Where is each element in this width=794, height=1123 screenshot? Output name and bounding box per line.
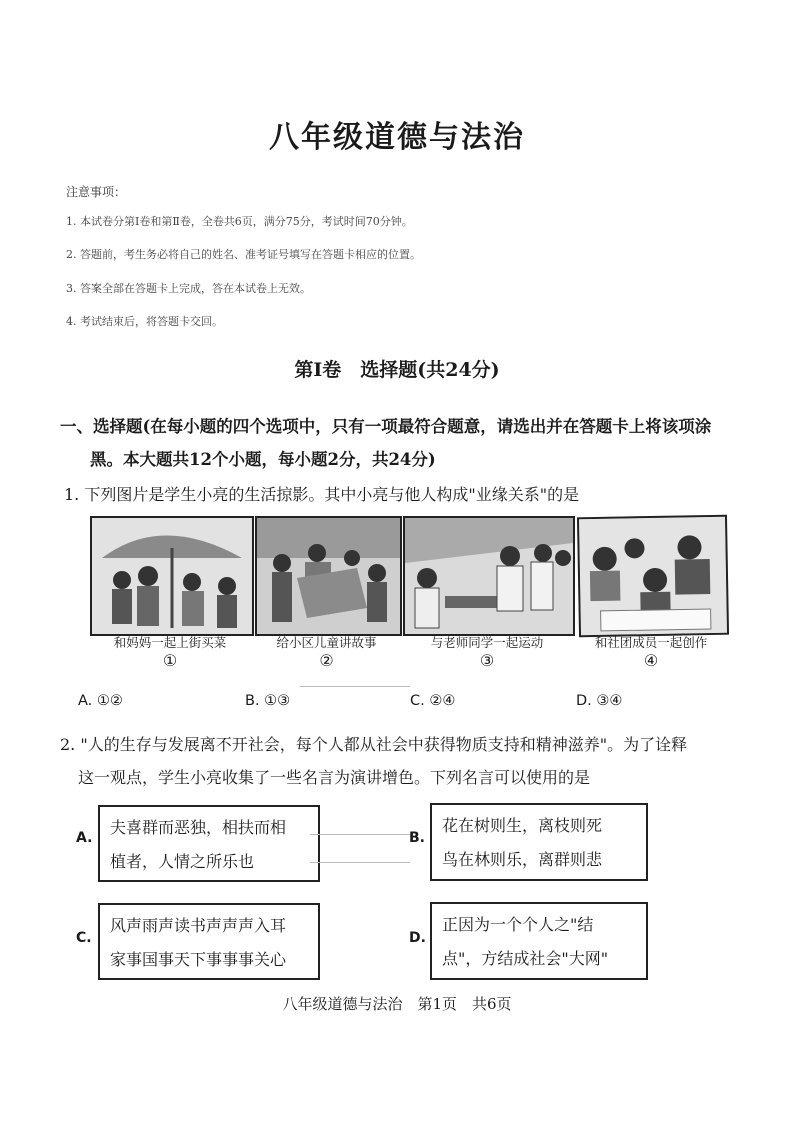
q2-option-d-line-2: 点"，方结成社会"大网" bbox=[442, 949, 609, 968]
note-item: 4. 考试结束后，将答题卡交回。 bbox=[66, 315, 223, 328]
scan-mark bbox=[300, 686, 410, 687]
picture-2 bbox=[255, 516, 402, 636]
q2-option-a-line-2: 植者，人情之所乐也 bbox=[110, 852, 255, 871]
picture-1 bbox=[90, 516, 254, 636]
note-item: 3. 答案全部在答题卡上完成，答在本试卷上无效。 bbox=[66, 282, 311, 295]
q2-option-c-line-2: 家事国事天下事事事关心 bbox=[110, 950, 287, 969]
picture-number: ② bbox=[319, 651, 334, 670]
scan-mark bbox=[310, 834, 410, 835]
q2-option-d-line-1: 正因为一个个人之"结 bbox=[442, 915, 594, 934]
q1-option-a: A. ①② bbox=[78, 693, 123, 709]
instructions-line-1: 一、选择题(在每小题的四个选项中，只有一项最符合题意，请选出并在答题卡上将该项涂 bbox=[60, 417, 712, 436]
q2-option-c-box bbox=[98, 903, 320, 980]
section-title: 第Ⅰ卷 选择题(共24分) bbox=[294, 359, 500, 381]
instructions-line-2: 黑。本大题共12个小题，每小题2分，共24分) bbox=[90, 450, 436, 469]
q1-option-d: D. ③④ bbox=[576, 693, 623, 709]
q2-option-a-label: A. bbox=[76, 830, 93, 846]
picture-number: ③ bbox=[479, 651, 495, 670]
picture-caption: 和妈妈一起上街买菜 bbox=[113, 635, 227, 650]
picture-3 bbox=[403, 516, 575, 636]
notes-heading: 注意事项： bbox=[66, 185, 127, 199]
q2-option-a-line-1: 夫喜群而恶独，相扶而相 bbox=[110, 818, 287, 837]
q2-option-d-label: D. bbox=[409, 930, 426, 946]
section-instructions bbox=[60, 410, 750, 476]
picture-caption: 和社团成员一起创作 bbox=[594, 635, 708, 650]
q2-option-b-box bbox=[430, 803, 648, 881]
q1-option-b: B. ①③ bbox=[245, 693, 291, 709]
q1-option-c: C. ②④ bbox=[410, 693, 456, 709]
scan-mark bbox=[310, 862, 410, 863]
q2-option-b-line-1: 花在树则生，离枝则死 bbox=[442, 816, 603, 835]
note-item: 2. 答题前，考生务必将自己的姓名、准考证号填写在答题卡相应的位置。 bbox=[66, 248, 421, 261]
q2-stem-line-1: 2. "人的生存与发展离不开社会，每个人都从社会中获得物质支持和精神滋养"。为了诠释 bbox=[60, 735, 688, 754]
q2-option-c-line-1: 风声雨声读书声声声入耳 bbox=[110, 916, 287, 935]
note-item: 1. 本试卷分第Ⅰ卷和第Ⅱ卷，全卷共6页，满分75分，考试时间70分钟。 bbox=[66, 215, 413, 228]
q2-stem-line-2: 这一观点，学生小亮收集了一些名言为演讲增色。下列名言可以使用的是 bbox=[78, 768, 591, 787]
picture-caption: 与老师同学一起运动 bbox=[430, 635, 544, 650]
q2-option-a-box bbox=[98, 805, 320, 882]
question-2-stem bbox=[60, 728, 760, 794]
q2-option-c-label: C. bbox=[76, 930, 92, 946]
page-footer: 八年级道德与法治 第1页 共6页 bbox=[282, 995, 512, 1013]
picture-number: ④ bbox=[643, 651, 659, 670]
picture-number: ① bbox=[162, 651, 178, 670]
picture-4 bbox=[577, 515, 729, 638]
q2-option-b-label: B. bbox=[409, 830, 425, 846]
q2-option-b-line-2: 鸟在林则乐，离群则悲 bbox=[442, 850, 603, 869]
page-title: 八年级道德与法治 bbox=[269, 120, 525, 155]
picture-caption: 给小区儿童讲故事 bbox=[276, 635, 377, 650]
question-1-stem: 1. 下列图片是学生小亮的生活掠影。其中小亮与他人构成"业缘关系"的是 bbox=[64, 485, 580, 504]
q2-option-d-box bbox=[430, 902, 648, 980]
